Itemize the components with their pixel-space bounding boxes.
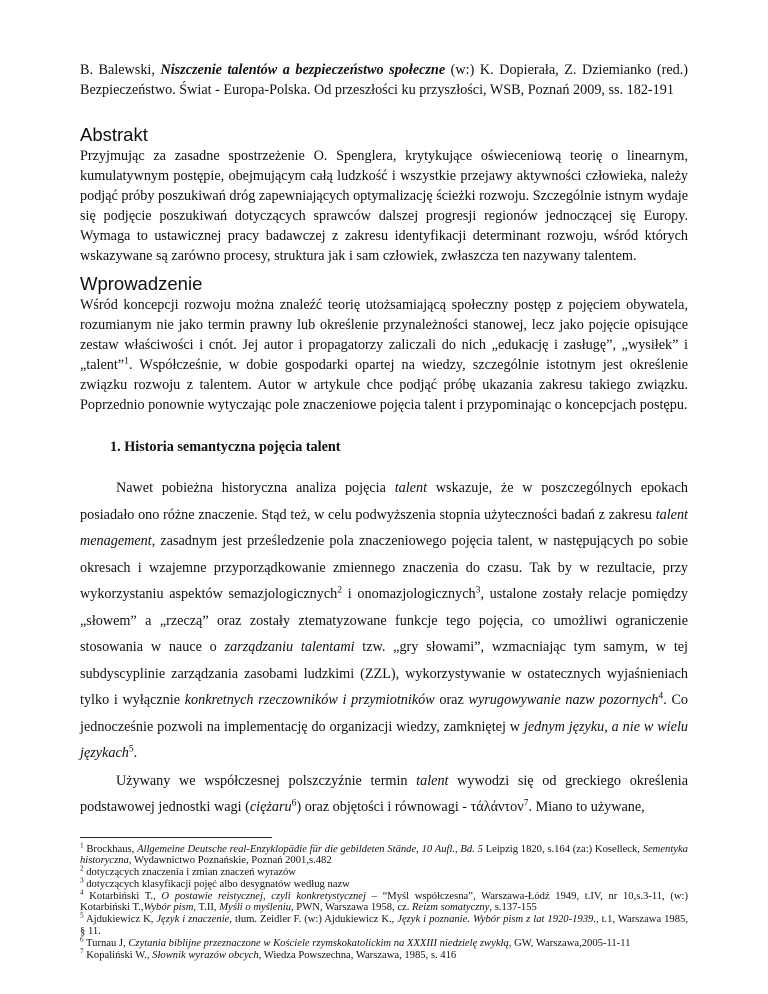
footnote-ref-3[interactable]: 3 [475, 584, 481, 596]
body-paragraph-2: Używany we współczesnej polszczyźnie termin talent wywodzi się od greckiego określenia podstawowej jednostki wagi (ciężaru$^6$) oraz objętości i równowagi - τάλάντον$^7$. Miano to używane, [80, 772, 688, 815]
footnote-1: $^1$ Brockhaus, Allgemeine Deutsche real-Enzyklopädie für die gebildeten Stände, 10 Aufl., Bd. 5 Leipzig 1820, s.164 (za:) Koselleck, Sementyka historyczna, Wydawnictwo Poznańskie, Poznań 2001,s.482 [80, 840, 688, 867]
bibliographic-citation: B. Balewski, Niszczenie talentów a bezpieczeństwo społeczne (w:) K. Dopierała, Z. Dziemianko (red.) Bezpieczeństwo. Świat - Europa-Polska. Od przeszłości ku przyszłości, WSB, Poznań 2009, ss. 182-191 [80, 62, 689, 98]
footnote-ref-5[interactable]: 5 [128, 743, 134, 755]
footnote-5: $^5$ Ajdukiewicz K, Język i znaczenie, tłum. Zeidler F. (w:) Ajdukiewicz K., Język i poznanie. Wybór pism z lat 1920-1939., t.1, Warszawa 1985, § 11. [80, 911, 688, 938]
footnote-ref-2[interactable]: 2 [337, 584, 343, 596]
footnote-6: $^6$ Turnau J, Czytania biblijne przeznaczone w Kościele rzymskokatolickim na XXXIII niedzielę zwykłą, GW, Warszawa,2005-11-11 [80, 935, 631, 949]
footnote-3: $^3$ dotyczących klasyfikacji pojęć albo desygnatów według nazw [80, 876, 350, 890]
intro-text: Wśród koncepcji rozwoju można znaleźć teorię utożsamiającą społeczny postęp z pojęciem obywatela, rozumianym nie jako termin prawny lub określenie przynależności stanowej, lecz jako pojęcie opisujące zestaw właściwości i cnót. Jej autor i propagatorzy zaliczali do nich „edukację i zasługę”, „wysiłek” i „talent”$^1$. Współcześnie, w dobie gospodarki opartej na wiedzy, szczególnie istotnym jest określenie związku rozwoju z talentem. Autor w artykule chce podjąć próbę ukazania zakresu takiego związku. Poprzednio ponownie wytyczając pole znaczeniowe pojęcia talent i przypominając o koncepcjach postępu. [80, 297, 688, 413]
footnote-2: $^2$ dotyczących znaczenia i zmian znaczeń wyrazów [80, 864, 296, 879]
abstract-text: Przyjmując za zasadne spostrzeżenie O. Spenglera, krytykujące oświeceniową teorię o linearnym, kumulatywnym postępie, obejmującym całą ludzkość i wszystkie przejawy aktywności człowieka, należy podjąć próby poszukiwań dróg zapewniających optymalizację ścieżki rozwoju. Szczególnie istnym wydaje się podjęcie poszukiwań dotyczących sprawców dalszej progresji regionów jednoczącej się Europy. Wymaga to ustawicznej pracy badawczej z zakresu identyfikacji determinant rozwoju, wśród których wskazywane są zarówno procesy, struktura jak i sam człowiek, zwłaszcza ten nazywany talentem. [80, 148, 688, 264]
footnotes [80, 840, 688, 962]
body-paragraph-1: Nawet pobieżna historyczna analiza pojęcia talent wskazuje, że w poszczególnych epokach posiadało ono różne znaczenie. Stąd też, w celu podwyższenia stopnia użyteczności badań z zakresu talent menagement, zasadnym jest prześledzenie pola znaczeniowego pojęcia talent, w następujących po sobie okresach i wzajemne przyporządkowanie zmiennego znaczenia do czasu. Tak by w rezultacie, przy wykorzystaniu aspektów semazjologicznych$^2$ i onomazjologicznych$^3$, ustalone zostały relacje pomiędzy „słowem” a „rzeczą” oraz zostały ztematyzowane funkcje tego pojęcia, co umożliwi ograniczenie stosowania w nauce o zarządzaniu talentami tzw. „gry słowami”, wzmacniając tym samym, w tej subdyscyplinie zarządzania zasobami ludzkimi (ZZL), wykorzystywanie w ostatecznych wyjaśnieniach tylko i wyłącznie konkretnych rzeczowników i przymiotników oraz wyrugowywanie nazw pozornych$^4$. Co jednocześnie pozwoli na implementację do organizacji wiedzy, zamkniętej w jednym języku, a nie w wielu językach$^5$. [80, 480, 688, 761]
section-heading: 1. Historia semantyczna pojęcia talent [110, 439, 341, 455]
citation-title: Niszczenie talentów a bezpieczeństwo społeczne [160, 62, 446, 78]
footnote-separator [80, 837, 272, 838]
footnote-ref-4[interactable]: 4 [658, 690, 664, 702]
footnote-7: $^7$ Kopaliński W., Słownik wyrazów obcych, Wiedza Powszechna, Warszawa, 1985, s. 416 [80, 947, 457, 961]
intro-heading: Wprowadzenie [80, 273, 203, 294]
abstract-heading: Abstrakt [80, 124, 148, 145]
footnote-ref-1[interactable]: 1 [124, 355, 129, 367]
footnote-ref-6[interactable]: 6 [291, 797, 297, 809]
footnote-4: $^4$ Kotarbiński T., O postawie reistycznej, czyli konkretystycznej – “Myśl współczesna”, Warszawa-Łódź 1949, t.IV, nr 10,s.3-11, (w:) Kotarbiński T.,Wybór pism, T.II, Myśli o myśleniu, PWN, Warszawa 1958, cz. Reizm somatyczny, s.137-155 [80, 888, 688, 914]
footnote-ref-7[interactable]: 7 [523, 797, 529, 809]
